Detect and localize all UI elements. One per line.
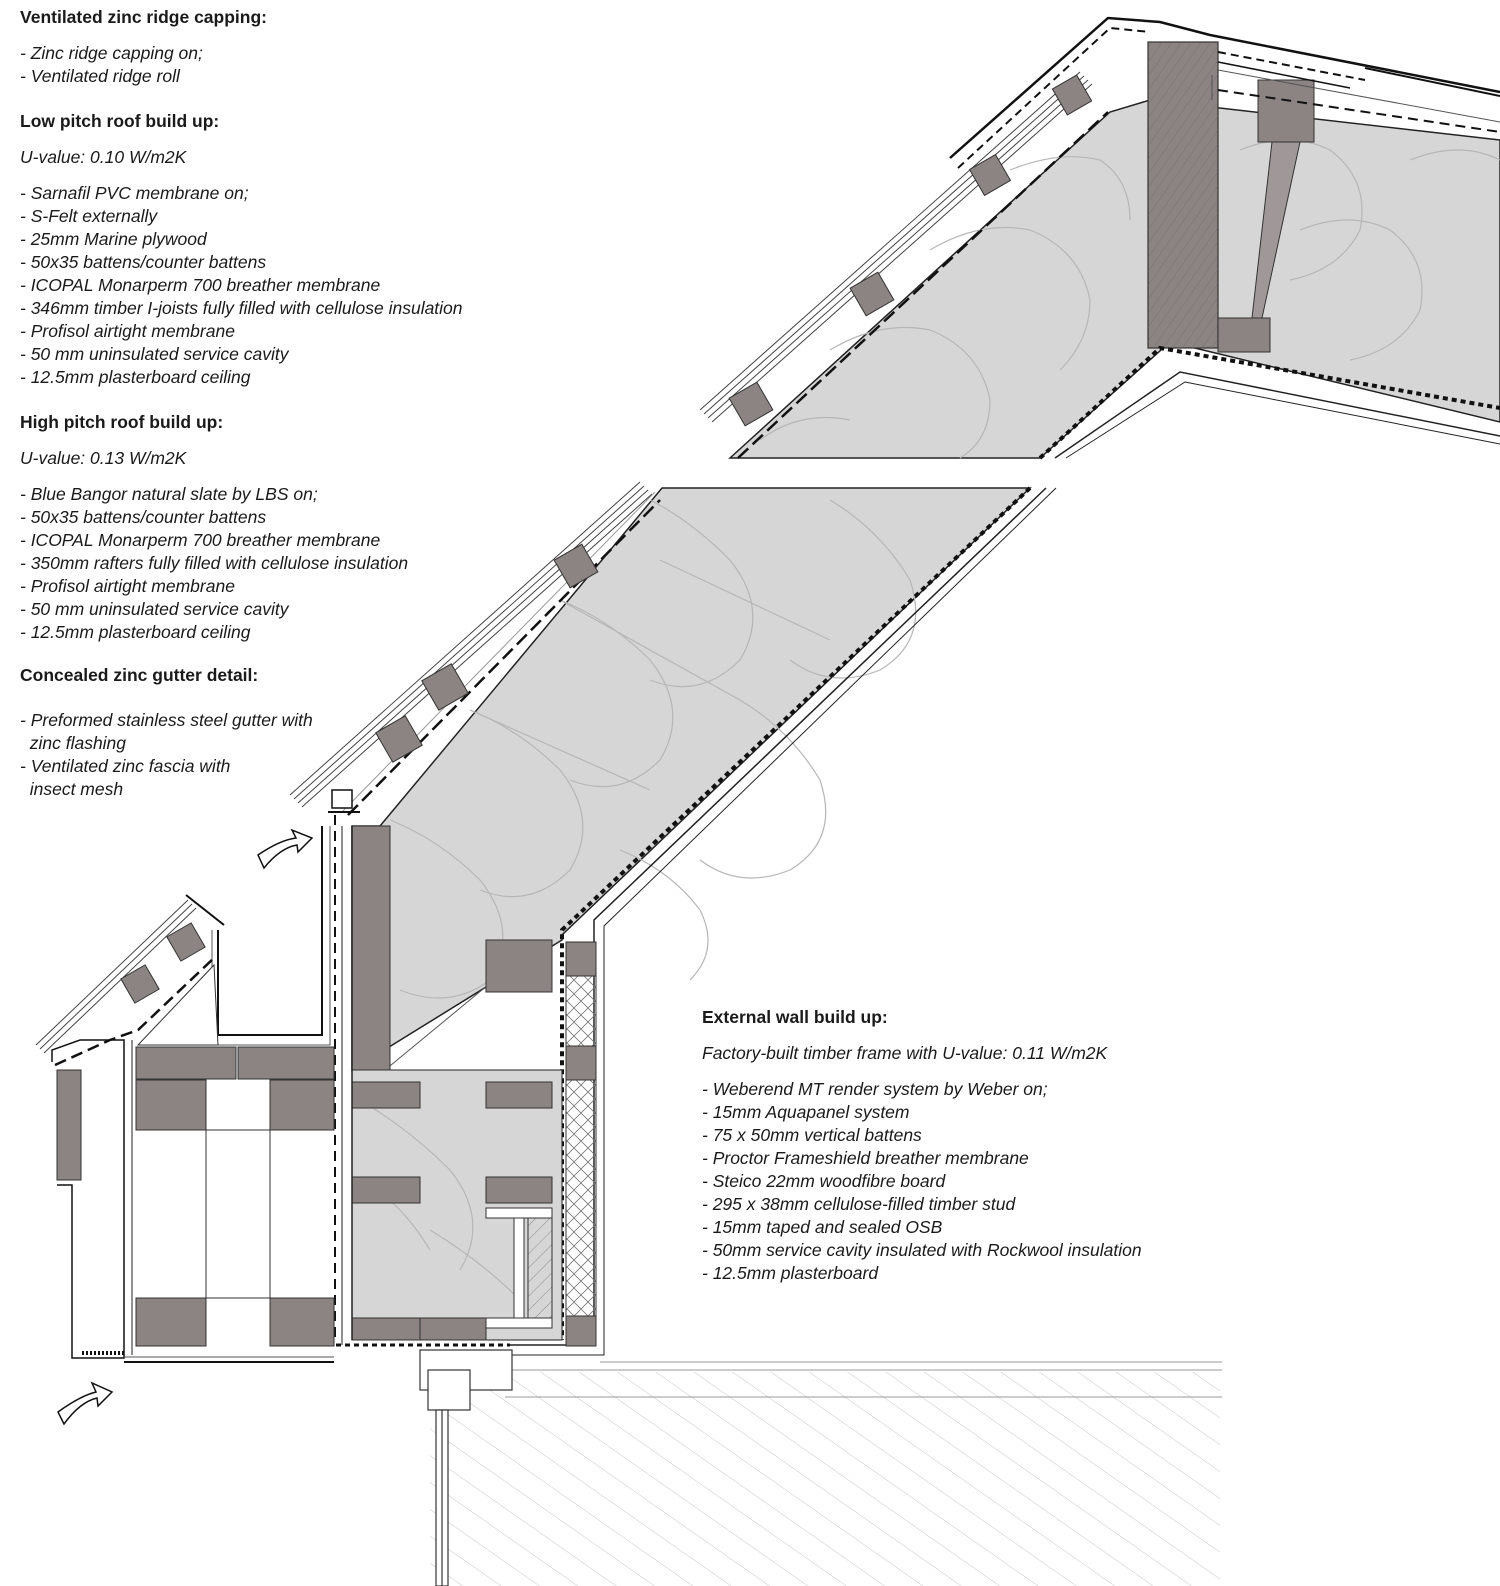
- high-pitch-item: - 50x35 battens/counter battens: [20, 507, 267, 527]
- low-pitch-item: - 50x35 battens/counter battens: [20, 252, 267, 272]
- wall-uvalue: Factory-built timber frame with U-value: 0.11 W/m2K: [702, 1043, 1108, 1063]
- high-pitch-item: - 350mm rafters fully filled with cellulose insulation: [20, 553, 409, 573]
- high-pitch-item: - 50 mm uninsulated service cavity: [20, 599, 289, 619]
- high-pitch-heading: High pitch roof build up:: [20, 412, 224, 432]
- wall-item: - 15mm taped and sealed OSB: [702, 1217, 943, 1237]
- low-pitch-item: - Sarnafil PVC membrane on;: [20, 183, 249, 203]
- gutter-item: insect mesh: [20, 779, 124, 799]
- low-pitch-item: - 25mm Marine plywood: [20, 229, 207, 249]
- low-pitch-item: - 50 mm uninsulated service cavity: [20, 344, 289, 364]
- gutter-heading: Concealed zinc gutter detail:: [20, 665, 259, 685]
- gutter-item: - Preformed stainless steel gutter with: [20, 710, 313, 730]
- wall-item: - Weberend MT render system by Weber on;: [702, 1079, 1048, 1099]
- low-pitch-item: - S-Felt externally: [20, 206, 158, 226]
- ridge-heading: Ventilated zinc ridge capping:: [20, 7, 267, 27]
- high-pitch-item: - Profisol airtight membrane: [20, 576, 235, 596]
- ridge-item: - Zinc ridge capping on;: [20, 43, 203, 63]
- high-pitch-item: - 12.5mm plasterboard ceiling: [20, 622, 251, 642]
- notes-left-column: [20, 6, 463, 801]
- high-pitch-items: [20, 483, 463, 644]
- floor-slab: [430, 1362, 1222, 1586]
- notes-wall: [702, 1006, 1142, 1285]
- gutter-item: - Ventilated zinc fascia with: [20, 756, 231, 776]
- wall-heading: External wall build up:: [702, 1007, 888, 1027]
- wall-item: - 75 x 50mm vertical battens: [702, 1125, 922, 1145]
- gutter-items: [20, 709, 463, 801]
- wall-item: - Proctor Frameshield breather membrane: [702, 1148, 1029, 1168]
- wall-item: - Steico 22mm woodfibre board: [702, 1171, 946, 1191]
- low-pitch-item: - 12.5mm plasterboard ceiling: [20, 367, 251, 387]
- low-pitch-item: - ICOPAL Monarperm 700 breather membrane: [20, 275, 381, 295]
- low-pitch-item: - Profisol airtight membrane: [20, 321, 235, 341]
- gutter-fascia-detail: [36, 790, 360, 1362]
- wall-item: - 12.5mm plasterboard: [702, 1263, 879, 1283]
- wall-item: - 295 x 38mm cellulose-filled timber stud: [702, 1194, 1016, 1214]
- wall-item: - 15mm Aquapanel system: [702, 1102, 910, 1122]
- low-pitch-roof-insulation: [730, 100, 1500, 458]
- low-pitch-items: [20, 182, 463, 389]
- low-pitch-item: - 346mm timber I-joists fully filled with cellulose insulation: [20, 298, 463, 318]
- ridge-items: [20, 42, 463, 88]
- low-pitch-uvalue: U-value: 0.10 W/m2K: [20, 147, 187, 167]
- high-pitch-item: - Blue Bangor natural slate by LBS on;: [20, 484, 318, 504]
- low-pitch-heading: Low pitch roof build up:: [20, 111, 220, 131]
- wall-items: [702, 1078, 1142, 1285]
- high-pitch-item: - ICOPAL Monarperm 700 breather membrane: [20, 530, 381, 550]
- ridge-item: - Ventilated ridge roll: [20, 66, 180, 86]
- high-pitch-uvalue: U-value: 0.13 W/m2K: [20, 448, 187, 468]
- wall-item: - 50mm service cavity insulated with Rockwool insulation: [702, 1240, 1142, 1260]
- gutter-item: zinc flashing: [20, 733, 127, 753]
